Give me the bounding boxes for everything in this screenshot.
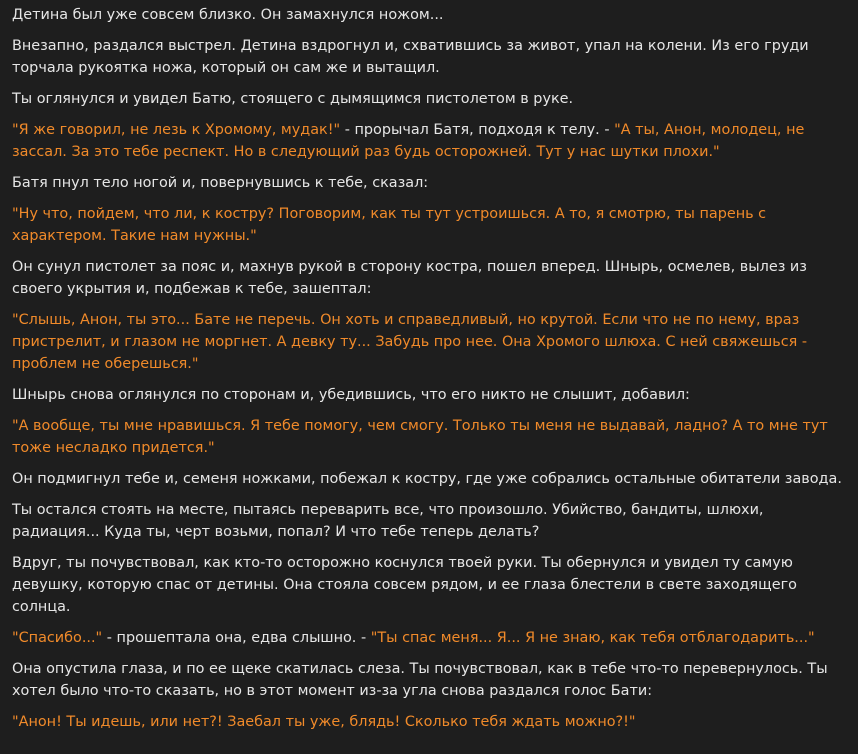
narration-text: Он сунул пистолет за пояс и, махнув рукой в сторону костра, пошел вперед. Шнырь, осмелев, вылез из своего укрытия и, подбежав к тебе, зашептал: <box>12 259 807 297</box>
dialogue-paragraph <box>12 415 848 459</box>
speech-text: "Анон! Ты идешь, или нет?! Заебал ты уже, блядь! Сколько тебя ждать можно?!" <box>12 714 636 730</box>
speech-text: "Спасибо..." <box>12 630 103 646</box>
narration-paragraph <box>12 256 848 300</box>
narration-paragraph <box>12 658 848 702</box>
narration-text: Вдруг, ты почувствовал, как кто-то осторожно коснулся твоей руки. Ты обернулся и увидел ту самую девушку, которую спас от детины. Она стояла совсем рядом, и ее глаза блестели в свете заходящего солнца. <box>12 555 797 615</box>
narration-text: Батя пнул тело ногой и, повернувшись к тебе, сказал: <box>12 175 429 191</box>
speech-text: "Ты спас меня... Я... Я не знаю, как тебя отблагодарить..." <box>370 630 815 646</box>
narration-text: Ты остался стоять на месте, пытаясь переварить все, что произошло. Убийство, бандиты, шлюхи, радиация... Куда ты, черт возьми, попал? И что тебе теперь делать? <box>12 502 764 540</box>
dialogue-paragraph <box>12 711 848 733</box>
narration-text: - прошептала она, едва слышно. - <box>102 630 371 646</box>
speech-text: "А вообще, ты мне нравишься. Я тебе помогу, чем смогу. Только ты меня не выдавай, ладно? А то мне тут тоже несладко придется." <box>12 418 828 456</box>
dialogue-paragraph <box>12 119 848 163</box>
narration-text: - прорычал Батя, подходя к телу. - <box>340 122 615 138</box>
dialogue-paragraph <box>12 203 848 247</box>
narration-paragraph <box>12 172 848 194</box>
narration-text: Внезапно, раздался выстрел. Детина вздрогнул и, схватившись за живот, упал на колени. Из его груди торчала рукоятка ножа, который он сам же и вытащил. <box>12 38 809 76</box>
narration-text: Ты оглянулся и увидел Батю, стоящего с дымящимся пистолетом в руке. <box>12 91 574 107</box>
narration-text: Детина был уже совсем близко. Он замахнулся ножом... <box>12 7 444 23</box>
narration-text: Она опустила глаза, и по ее щеке скатилась слеза. Ты почувствовал, как в тебе что-то перевернулось. Ты хотел было что-то сказать, но в этот момент из-за угла снова раздался голос Бати: <box>12 661 828 699</box>
narration-paragraph <box>12 88 848 110</box>
narration-paragraph <box>12 4 848 26</box>
narration-paragraph <box>12 35 848 79</box>
speech-text: "Ну что, пойдем, что ли, к костру? Поговорим, как ты тут устроишься. А то, я смотрю, ты парень с характером. Такие нам нужны." <box>12 206 767 244</box>
narration-paragraph <box>12 468 848 490</box>
speech-text: "Я же говорил, не лезь к Хромому, мудак!" <box>12 122 341 138</box>
narration-text: Шнырь снова оглянулся по сторонам и, убедившись, что его никто не слышит, добавил: <box>12 387 690 403</box>
narration-paragraph <box>12 552 848 618</box>
dialogue-paragraph <box>12 309 848 375</box>
narration-text: Он подмигнул тебе и, семеня ножками, побежал к костру, где уже собрались остальные обитатели завода. <box>12 471 842 487</box>
speech-text: "Слышь, Анон, ты это... Бате не перечь. Он хоть и справедливый, но крутой. Если что не по нему, враз пристрелит, и глазом не моргнет. А девку ту... Забудь про нее. Она Хромого шлюха. С ней свяжешься - проблем не оберешься." <box>12 312 808 372</box>
speech-text: "А ты, Анон, молодец, не зассал. За это тебе респект. Но в следующий раз будь осторожней. Тут у нас шутки плохи." <box>12 122 805 160</box>
narration-paragraph <box>12 384 848 406</box>
narration-paragraph <box>12 499 848 543</box>
dialogue-paragraph <box>12 627 848 649</box>
